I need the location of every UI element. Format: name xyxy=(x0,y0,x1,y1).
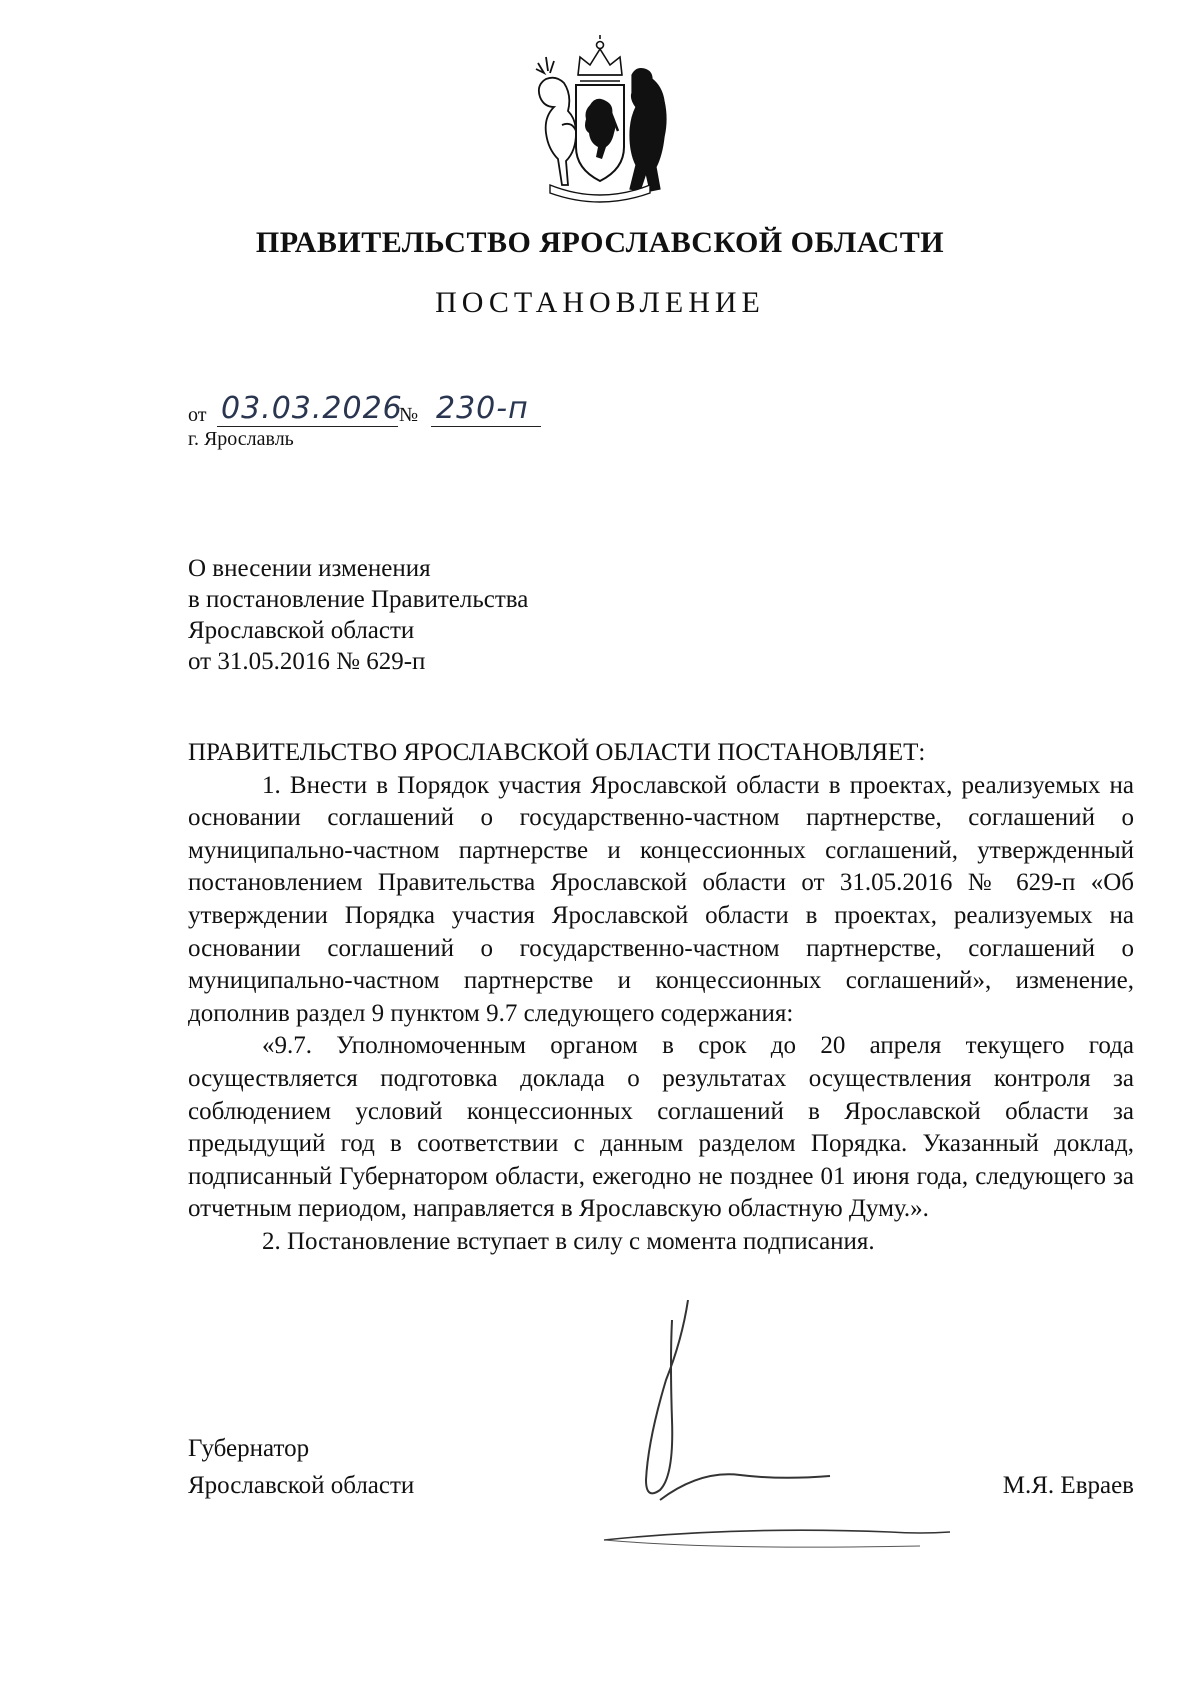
number-label: № xyxy=(399,404,419,426)
item-1: 1. Внести в Порядок участия Ярославской области в проектах, реализуемых на основании соглашений о государственно-частном партнерстве, соглашений о муниципально-частном партнерстве и концессионных соглашений, утвержденный постановлением Правительства Ярославской области от 31.05.2016 № 629-п «Об утверждении Порядка участия Ярославской области в проектах, реализуемых на основании соглашений о государственно-частном партнерстве, соглашений о муниципально-частном партнерстве и концессионных соглашений», изменение, дополнив раздел 9 пунктом 9.7 следующего содержания: xyxy=(188,771,1134,1027)
date-underline xyxy=(217,426,398,427)
item-2: 2. Постановление вступает в силу с момента подписания. xyxy=(262,1227,875,1255)
subject-line: Ярославской области xyxy=(188,617,415,644)
signer-name: М.Я. Евраев xyxy=(1002,1472,1134,1499)
crown-icon xyxy=(578,35,622,81)
signer-position-line: Ярославской области xyxy=(188,1472,415,1499)
coat-of-arms-emblem xyxy=(520,35,680,210)
subject-line: в постановление Правительства xyxy=(188,586,529,613)
standing-bear-icon xyxy=(630,69,666,191)
number-underline xyxy=(431,426,541,427)
signer-position xyxy=(188,1430,414,1504)
document-body xyxy=(188,737,1134,1259)
subject-line: О внесении изменения xyxy=(188,555,431,582)
date-label: от xyxy=(188,404,207,426)
handwritten-date: 03.03.2026 xyxy=(221,391,403,426)
item-1-quote: «9.7. Уполномоченным органом в срок до 20 апреля текущего года осуществляется подготовка доклада о результатах осуществления контроля за соблюдением условий концессионных соглашений в Ярославской области за предыдущий год в соответствии с данным разделом Порядка. Указанный доклад, подписанный Губернатором области, ежегодно не позднее 01 июня года, следующего за отчетным периодом, направляется в Ярославскую областную Думу.». xyxy=(188,1032,1134,1223)
handwritten-number: 230-п xyxy=(436,391,529,426)
organization-title: ПРАВИТЕЛЬСТВО ЯРОСЛАВСКОЙ ОБЛАСТИ xyxy=(255,226,945,259)
subject-line: от 31.05.2016 № 629-п xyxy=(188,648,426,675)
city-label: г. Ярославль xyxy=(188,428,294,450)
signer-position-line: Губернатор xyxy=(188,1435,310,1462)
deer-icon xyxy=(536,57,576,185)
registration-line xyxy=(188,393,608,433)
handwritten-signature xyxy=(590,1300,970,1570)
document-type: ПОСТАНОВЛЕНИЕ xyxy=(435,286,765,319)
preamble: ПРАВИТЕЛЬСТВО ЯРОСЛАВСКОЙ ОБЛАСТИ ПОСТАНОВЛЯЕТ: xyxy=(188,739,926,766)
document-subject xyxy=(188,553,528,677)
